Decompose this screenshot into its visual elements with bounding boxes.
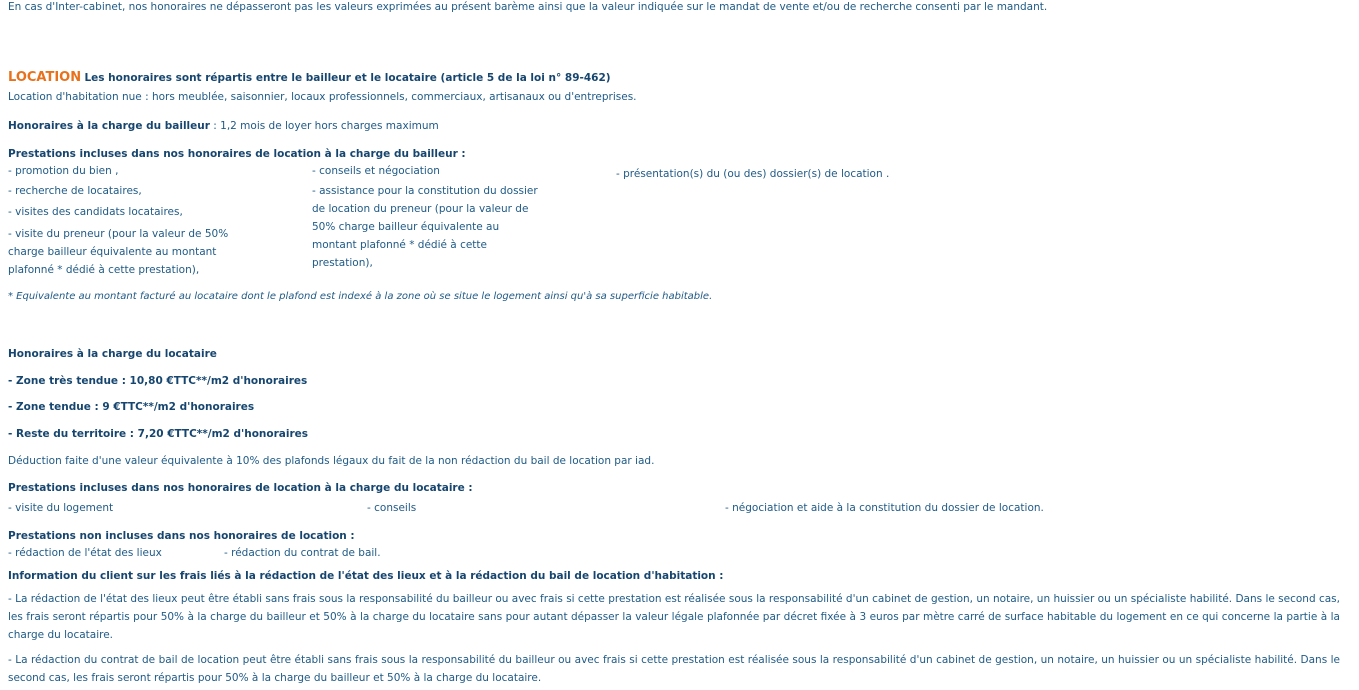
list-item: - conseils bbox=[367, 502, 417, 514]
bailleur-col-3 bbox=[616, 168, 889, 180]
location-description: Location d'habitation nue : hors meublée, saisonnier, locaux professionnels, commerciaux, artisanaux ou d'entreprises. bbox=[8, 91, 637, 103]
bailleur-col-2 bbox=[312, 162, 542, 272]
information-paragraph-1: - La rédaction de l'état des lieux peut être établi sans frais sous la responsabilité du bailleur ou avec frais si cette prestation est réalisée sous la responsabilité d'un cabinet de gestion, un notaire, un huissier ou un spécialiste habilité. Dans le second cas, les frais seront répartis pour 50% à la charge du bailleur et 50% à la charge du locataire sans pour autant dépasser la valeur légale plafonnée par décret fixée à 3 euros par mètre carré de surface habitable du logement en ce qui concerne la partie à la charge du locataire. bbox=[8, 593, 1340, 641]
list-item: - assistance pour la constitution du dossier de location du preneur (pour la valeur de 50% charge bailleur équivalente au montant plafonné * dédié à cette prestation), bbox=[312, 185, 538, 269]
list-item: - visites des candidats locataires, bbox=[8, 206, 183, 218]
information-paragraph-2: - La rédaction du contrat de bail de location peut être établi sans frais sous la responsabilité du bailleur ou avec frais si cette prestation est réalisée sous la responsabilité d'un cabinet de gestion, un notaire, un huissier ou un spécialiste habilité. Dans le second cas, les frais seront répartis pour 50% à la charge du bailleur et 50% à la charge du locataire. bbox=[8, 654, 1340, 684]
footnote: * Equivalente au montant facturé au locataire dont le plafond est indexé à la zone où se situe le logement ainsi qu'à sa superficie habitable. bbox=[8, 291, 713, 302]
list-item: - promotion du bien , bbox=[8, 165, 119, 177]
information-title: Information du client sur les frais liés à la rédaction de l'état des lieux et à la rédaction du bail de location d'habitation : bbox=[8, 570, 724, 582]
location-heading bbox=[8, 70, 611, 85]
bailleur-fees-label: Honoraires à la charge du bailleur bbox=[8, 120, 210, 132]
location-title: LOCATION bbox=[8, 70, 82, 85]
list-item: - présentation(s) du (ou des) dossier(s) de location . bbox=[616, 168, 890, 180]
bailleur-col-1 bbox=[8, 162, 238, 279]
bailleur-included-title: Prestations incluses dans nos honoraires de location à la charge du bailleur : bbox=[8, 148, 466, 160]
zone-tendue: - Zone tendue : 9 €TTC**/m2 d'honoraires bbox=[8, 401, 255, 413]
intro-text: En cas d'Inter-cabinet, nos honoraires ne dépasseront pas les valeurs exprimées au présent barème ainsi que la valeur indiquée sur le mandat de vente et/ou de recherche consenti par le mandant. bbox=[8, 1, 1048, 13]
deduction-text: Déduction faite d'une valeur équivalente à 10% des plafonds légaux du fait de la non rédaction du bail de location par iad. bbox=[8, 455, 655, 467]
list-item: - conseils et négociation bbox=[312, 165, 440, 177]
locataire-fees-label: Honoraires à la charge du locataire bbox=[8, 348, 217, 360]
locataire-included-title: Prestations incluses dans nos honoraires de location à la charge du locataire : bbox=[8, 482, 473, 494]
list-item: - visite du logement bbox=[8, 502, 114, 514]
zone-tres-tendue: - Zone très tendue : 10,80 €TTC**/m2 d'honoraires bbox=[8, 375, 308, 387]
not-included-title: Prestations non incluses dans nos honoraires de location : bbox=[8, 530, 355, 542]
list-item: - négociation et aide à la constitution du dossier de location. bbox=[725, 502, 1044, 514]
list-item: - visite du preneur (pour la valeur de 50% charge bailleur équivalente au montant plafonné * dédié à cette prestation), bbox=[8, 228, 229, 276]
list-item: - rédaction de l'état des lieux bbox=[8, 547, 162, 559]
list-item: - recherche de locataires, bbox=[8, 185, 142, 197]
bailleur-fees bbox=[8, 120, 439, 132]
bailleur-fees-value: : 1,2 mois de loyer hors charges maximum bbox=[209, 120, 439, 132]
zone-reste-territoire: - Reste du territoire : 7,20 €TTC**/m2 d'honoraires bbox=[8, 428, 309, 440]
location-subtitle: Les honoraires sont répartis entre le bailleur et le locataire (article 5 de la loi n° 89-462) bbox=[84, 72, 611, 84]
list-item: - rédaction du contrat de bail. bbox=[224, 547, 381, 559]
